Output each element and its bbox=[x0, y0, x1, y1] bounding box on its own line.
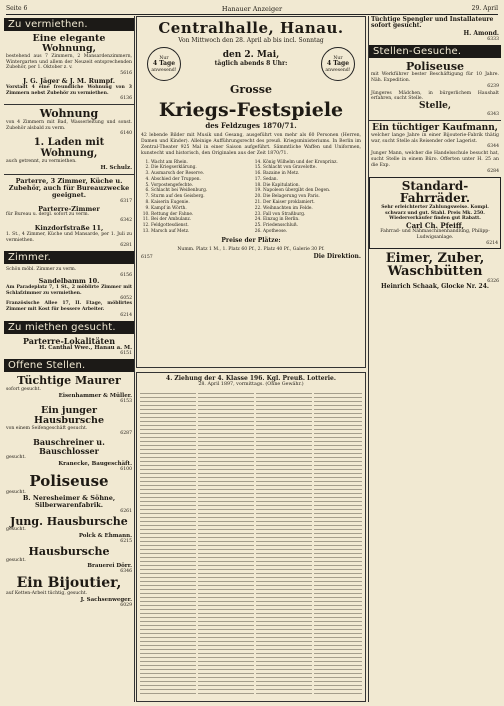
ad-body: gesucht. bbox=[6, 489, 26, 495]
program-item: 22. Weihnachten im Felde. bbox=[263, 206, 361, 212]
event-description: 42 lebende Bilder mit Musik und Gesang, ausgeführt von mehr als 60 Personen (Herren, Damen und Kinder). Alleinige Aufführungsrecht des preuß. Kriegsministeriums. In Berlin im Zentral-Theater 925 Mal in einer Saison aufgeführt. Sämmtliche Waffen und Uniformen, kunstecht und historisch, den Originalen aus der Zeit 1870/71. bbox=[141, 133, 361, 156]
festspiele-title: Kriegs-Festspiele bbox=[158, 99, 344, 121]
program-item: 20. Die Belagerung von Paris. bbox=[263, 194, 361, 200]
ad-title: 1. Laden mit Wohnung, bbox=[33, 137, 105, 159]
program-item: 8. Kaiserin Eugenie. bbox=[151, 200, 249, 206]
ad-title: Poliseuse bbox=[29, 471, 109, 490]
prices-heading: Preise der Plätze: bbox=[221, 236, 281, 244]
badge-row bbox=[141, 47, 361, 83]
classified-ad bbox=[369, 60, 501, 90]
ad-title: Kinzdorfstraße 11, bbox=[34, 224, 104, 233]
lottery-title: 4. Ziehung der 4. Klasse 196. Kgl. Preuß. Lotterie. bbox=[166, 375, 336, 382]
ad-title: Jung. Hausbursche bbox=[10, 514, 128, 528]
direktion-signature: Die Direktion. bbox=[313, 252, 361, 260]
end-date: den 2. Mai, bbox=[222, 50, 280, 60]
left-column bbox=[4, 16, 135, 702]
lottery-subtitle: 28. April 1897, vormittags. (Ohne Gewähr.) bbox=[198, 382, 304, 387]
section-header: Zu vermiethen. bbox=[4, 18, 134, 31]
program-item: 10. Rettung der Fahne. bbox=[151, 212, 249, 218]
program-item: 5. Vorpostengefechte. bbox=[151, 183, 249, 189]
ad-body: von einem Seifengeschäft gesucht. bbox=[6, 425, 88, 431]
ad-body: mit Werkführer bester Beschäftigung für 10 Jahre. Näh. Expedition. bbox=[371, 72, 499, 83]
ad-number: 6342 bbox=[120, 218, 132, 224]
ad-body: Jüngeres Mädchen, in bürgerlichem Haushalt erfahren, sucht Stelle. bbox=[371, 90, 499, 102]
section-header: Stellen-Gesuche. bbox=[369, 45, 501, 58]
ad-number: 6100 bbox=[120, 466, 132, 472]
program-item: 2. Die Kriegserklärung. bbox=[151, 165, 249, 171]
ad-number: 6215 bbox=[120, 539, 132, 545]
ad-number: 6151 bbox=[120, 351, 132, 357]
classified-ad bbox=[4, 405, 134, 438]
ad-body: für Bureau u. dergl. sofort zu verm. bbox=[6, 212, 90, 218]
section-header: Zimmer. bbox=[4, 251, 134, 264]
ad-body: Schön möbl. Zimmer zu verm. bbox=[6, 267, 77, 273]
ad-body: Französische Allee 17, II. Etage, möblirtes Zimmer mit Kost für bessere Arbeiter. bbox=[6, 301, 132, 313]
program-part-1 bbox=[141, 160, 249, 235]
program-part-2 bbox=[253, 160, 361, 235]
ad-body: Junger Mann, welcher die Handelsschule besucht hat, sucht Stelle in einem Büro. Offerten unter H. 25 an die Exp. bbox=[371, 151, 499, 168]
ad-body: gesucht. bbox=[6, 527, 26, 533]
program-item: 17. Sedan. bbox=[263, 177, 361, 183]
ad-signature: Polck & Ehmann. bbox=[78, 533, 132, 540]
ad-body: gesucht. bbox=[6, 455, 26, 461]
program-item: 21. Der Kaiser proklamiert. bbox=[263, 200, 361, 206]
ad-number: 6029 bbox=[120, 602, 132, 608]
program-item: 4. Abschied der Truppen. bbox=[151, 177, 249, 183]
ad-number: 6333 bbox=[487, 36, 499, 42]
ad-title: Parterre-Zimmer bbox=[38, 204, 100, 213]
show-time: täglich abends 8 Uhr: bbox=[214, 60, 288, 67]
ad-title: Poliseuse bbox=[405, 59, 465, 73]
program-item: 3. Ausmarsch der Reserve. bbox=[151, 171, 249, 177]
program-item: 11. Bei der Ambulanz. bbox=[151, 217, 249, 223]
section-header: Zu miethen gesucht. bbox=[4, 321, 134, 334]
ad-signature: Brauerei Dörr. bbox=[87, 563, 132, 570]
ad-title: Ein Bijoutier, bbox=[16, 575, 122, 592]
program-item: 18. Die Kapitulation. bbox=[263, 183, 361, 189]
ad-body: 1. St., 4 Zimmer, Küche und Mansarde, per 1. Juli zu vermiethen. bbox=[6, 231, 132, 243]
ad-number: 6214 bbox=[120, 312, 132, 318]
ad-title: Parterre, 3 Zimmer, Küche u. Zubehör, auch für Bureauzwecke geeignet. bbox=[8, 177, 130, 199]
ad-body: sofort gesucht. bbox=[6, 386, 41, 392]
classified-ad bbox=[4, 33, 134, 77]
program-item: 19. Napoleon übergibt den Degen. bbox=[263, 188, 361, 194]
days-badge-left: Nur 4 Tage anwesend! bbox=[147, 47, 181, 81]
ad-number: 6157 bbox=[141, 254, 153, 260]
ad-body: auch getrennt, zu vermiethen. bbox=[6, 159, 77, 165]
program-item: 14. König Wilhelm und der Kronprinz. bbox=[263, 160, 361, 166]
divider bbox=[369, 120, 501, 121]
classified-ad bbox=[369, 90, 501, 118]
ad-signature: Kranecke, Baugeschäft. bbox=[58, 460, 132, 467]
bicycle-seller: Carl Ch. Pfeiff, bbox=[406, 221, 464, 231]
program-item: 7. Sturm auf den Geisberg. bbox=[151, 194, 249, 200]
ad-signature: J. Sachsenweger. bbox=[80, 596, 132, 603]
classified-ad bbox=[369, 16, 501, 43]
ad-number: 6052 bbox=[120, 296, 132, 302]
program-item: 1. Wacht am Rhein. bbox=[151, 160, 249, 166]
ad-signature: Eisenhammer & Müller. bbox=[58, 392, 132, 399]
classified-ad bbox=[4, 107, 134, 137]
divider bbox=[4, 104, 134, 105]
ad-title: Tüchtige Maurer bbox=[17, 374, 121, 388]
issue-date: 29. April bbox=[471, 5, 498, 12]
ad-title: Hausbursche bbox=[28, 545, 110, 559]
section-header: Offene Stellen. bbox=[4, 359, 134, 372]
ad-number: 6344 bbox=[487, 144, 499, 150]
ad-number: 6343 bbox=[487, 111, 499, 117]
classified-ad bbox=[369, 123, 501, 151]
ad-title: Ein junger Hausbursche bbox=[33, 404, 105, 426]
classified-ad bbox=[369, 150, 501, 174]
program-item: 12. Feldgottesdienst. bbox=[151, 223, 249, 229]
ad-number: 5616 bbox=[120, 71, 132, 77]
classified-ad bbox=[4, 224, 134, 249]
ad-body: Am Paradeplatz 7, 1 St., 2 möblirte Zimmer mit Schlafzimmer zu vermiethen. bbox=[6, 284, 132, 296]
program-item: 24. Einzug in Berlin. bbox=[263, 217, 361, 223]
ad-title: Ein tüchtiger Kaufmann, bbox=[372, 122, 498, 133]
program-list bbox=[141, 160, 361, 235]
centralhalle-advertisement bbox=[136, 16, 366, 368]
bicycle-body: Sehr erleichterter Zahlungsweise. Kompl. schwarz und gut. Stahl. Preis Mk. 250. Wiederverkäufer finden gut Rabatt. bbox=[381, 204, 489, 222]
ad-signature: H. Amond. bbox=[463, 29, 499, 37]
program-item: 6. Schlacht bei Weißenburg. bbox=[151, 188, 249, 194]
program-item: 15. Schlacht von Gravelotte. bbox=[263, 165, 361, 171]
ad-body: gesucht. bbox=[6, 557, 26, 563]
dates-line: Von Mittwoch den 28. April ab bis incl. Sonntag bbox=[178, 37, 324, 44]
bicycle-seller-detail: Fahrrad- und Nähmaschinenhandlung, Philipp-Ludwigsanlage. bbox=[380, 229, 490, 241]
prices-body: Numm. Platz 1 M., 1. Platz 60 Pf., 2. Platz 40 Pf., Galerie 30 Pf. bbox=[177, 246, 325, 252]
program-item: 16. Bazaine in Metz. bbox=[263, 171, 361, 177]
ad-number: 6317 bbox=[120, 198, 132, 204]
ad-title: Parterre-Lokalitäten bbox=[22, 335, 116, 346]
ad-number: 6136 bbox=[120, 96, 132, 102]
classified-ad bbox=[4, 374, 134, 404]
grosse-label: Grosse bbox=[230, 83, 272, 96]
ad-number: 6284 bbox=[487, 168, 499, 174]
classified-ad bbox=[369, 251, 501, 292]
classified-ad bbox=[4, 437, 134, 473]
ad-title: Bauschreiner u. Bauschlosser bbox=[33, 437, 105, 456]
ad-number: 6287 bbox=[120, 431, 132, 437]
ad-title: J. G. Jäger & J. M. Rumpf. bbox=[23, 77, 115, 86]
ad-body: von 4 Zimmern mit Bad, Wasserleitung und sonst. Zubehör alsbald zu verm. bbox=[6, 119, 132, 131]
divider bbox=[4, 174, 134, 175]
classified-ad bbox=[4, 473, 134, 515]
ad-body: Vorstadt 4 eine freundliche Wohnung von 3 Zimmern nebst Zubehör zu vermiethen. bbox=[6, 84, 132, 96]
venue-title: Centralhalle, Hanau. bbox=[158, 19, 344, 37]
ad-title: Eine elegante Wohnung, bbox=[32, 33, 106, 54]
program-item: 13. Marsch auf Metz. bbox=[151, 229, 249, 235]
ad-number: 6261 bbox=[120, 508, 132, 514]
middle-column bbox=[136, 16, 366, 702]
ad-signature: Heinrich Schaak, Glocke Nr. 24. bbox=[381, 283, 489, 291]
classified-ad bbox=[4, 575, 134, 608]
ad-signature: H. Schulz. bbox=[100, 165, 132, 172]
classified-ad bbox=[4, 77, 134, 102]
program-item: 23. Fall von Straßburg. bbox=[263, 212, 361, 218]
ad-body: welcher lange Jahre in einer Bijouterie-Fabrik thätig war, sucht Stelle als Reisender oder Lagerist. bbox=[371, 132, 499, 144]
ad-body: auf Ketten-Arbeit tüchtig, gesucht. bbox=[6, 591, 88, 597]
classified-ad bbox=[4, 205, 134, 225]
lottery-results bbox=[136, 372, 366, 702]
ad-number: 6214 bbox=[486, 240, 498, 246]
program-item: 9. Kampf in Wörth. bbox=[151, 206, 249, 212]
classified-ad bbox=[4, 177, 134, 204]
classified-ad bbox=[4, 137, 134, 172]
bicycle-title: Standard-Fahrräder. bbox=[399, 178, 471, 206]
newspaper-title: Hanauer Anzeiger bbox=[221, 5, 283, 13]
ad-signature: H. Canthal Wwe., Hanau a. M. bbox=[39, 345, 132, 352]
ad-title: Wohnung bbox=[39, 107, 99, 121]
program-item: 25. Friedensschluß. bbox=[263, 223, 361, 229]
ad-number: 6239 bbox=[487, 83, 499, 89]
ad-number: 6281 bbox=[120, 243, 132, 249]
ad-number: 6346 bbox=[120, 569, 132, 575]
ad-title: Eimer, Zuber, Waschbütten bbox=[385, 250, 485, 280]
days-badge-right: Nur 4 Tage anwesend! bbox=[321, 47, 355, 81]
classified-ad bbox=[4, 336, 134, 357]
ad-number: 6153 bbox=[120, 398, 132, 404]
ad-title: Sandelbamm 10. bbox=[38, 277, 100, 286]
classified-ad bbox=[4, 266, 134, 318]
ad-title: Tüchtige Spengler und Installateure sofort gesucht. bbox=[371, 16, 494, 30]
ad-signature: B. Neresheimer & Söhne, Silberwarenfabrik. bbox=[22, 494, 116, 510]
bicycle-advertisement bbox=[369, 177, 501, 249]
page-header bbox=[6, 3, 498, 15]
ad-body: bestehend aus 7 Zimmern, 2 Mansardenzimmern, Wintergarten und allem der Neuzeit entsprechenden Zubehör, per 1. Oktober z. v. bbox=[6, 53, 132, 71]
ad-title: Stelle, bbox=[418, 101, 452, 112]
ad-number: 6140 bbox=[120, 131, 132, 137]
right-column bbox=[368, 16, 501, 702]
classified-ad bbox=[4, 545, 134, 575]
program-item: 26. Apotheose. bbox=[263, 229, 361, 235]
ad-number: 6326 bbox=[487, 279, 499, 285]
classified-ad bbox=[4, 515, 134, 545]
page-number: Seite 6 bbox=[6, 5, 28, 12]
ad-number: 6156 bbox=[120, 273, 132, 279]
lottery-number-table bbox=[140, 393, 362, 697]
campaign-year: des Feldzuges 1870/71. bbox=[205, 121, 297, 130]
